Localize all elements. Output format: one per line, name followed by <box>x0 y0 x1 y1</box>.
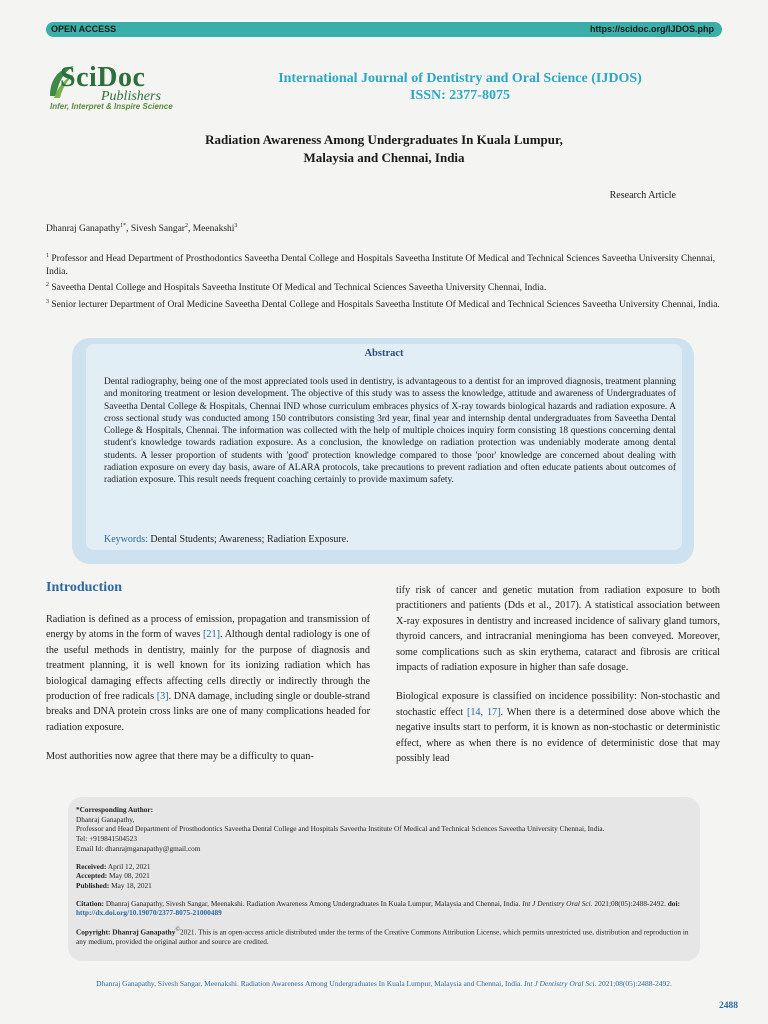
corr-label: *Corresponding Author: <box>76 805 154 814</box>
copyright-label: Copyright: <box>76 927 111 937</box>
affiliation-sup: 2 <box>46 282 49 289</box>
received-label: Received: <box>76 861 107 871</box>
logo-name: SciDoc <box>60 62 146 93</box>
author-name: Dhanraj Ganapathy <box>46 224 121 235</box>
publisher-logo <box>46 60 206 112</box>
text-run: Radiation is defined as a process of emission, propagation and transmission of energy by atoms in the form of waves <box>46 614 370 641</box>
affiliation-text: Senior lecturer Department of Oral Medicine Saveetha Dental College and Hospitals Saveetha Institute Of Medical and Technical Sciences Saveetha University Chennai, India. <box>51 299 720 310</box>
journal-header <box>250 70 670 104</box>
accepted-date: May 08, 2021 <box>109 871 150 881</box>
text-run: Biological exposure is classified on incidence possibility: Non-stochastic and stochastic effect <box>396 691 720 718</box>
keywords-text: Dental Students; Awareness; Radiation Exposure. <box>150 534 349 545</box>
paper-title-line-2: Malaysia and Chennai, India <box>303 150 465 165</box>
keywords <box>104 534 349 545</box>
footer-journal: Int J Dentistry Oral Sci. <box>524 979 597 988</box>
text-run: . DNA damage, including single or double-strand breaks and DNA protein cross links are one of many complications headed for radiation exposure. <box>46 691 370 733</box>
author-sup: 1* <box>120 223 127 229</box>
corr-position: Professor and Head Department of Prosthodontics Saveetha Dental College and Hospitals Saveetha Institute Of Medical and Technical Sciences Saveetha University Chennai, India. <box>76 824 605 834</box>
journal-url-link[interactable]: https://scidoc.org/IJDOS.php <box>589 24 714 34</box>
author-name: Sivesh Sangar <box>130 224 185 235</box>
correspondence-text <box>76 805 700 947</box>
footer-citation: Dhanraj Ganapathy, Sivesh Sangar, Meenakshi. Radiation Awareness Among Undergraduates In Kuala Lumpur, Malaysia and Chennai, India. <box>96 979 523 988</box>
affiliation-item <box>46 279 722 295</box>
citation-text: Dhanraj Ganapathy, Sivesh Sangar, Meenakshi. Radiation Awareness Among Undergraduates In Kuala Lumpur, Malaysia and Chennai, India. <box>105 898 521 908</box>
corr-name: Dhanraj Ganapathy, <box>76 814 135 824</box>
corr-tel: Tel: +919841504523 <box>76 834 137 844</box>
body-column-right <box>396 583 720 780</box>
intro-paragraph-1 <box>46 612 370 735</box>
doi-link[interactable]: http://dx.doi.org/10.19070/2377-8075-21000489 <box>76 908 222 918</box>
corr-email[interactable]: Email Id: dhanrajmganapathy@gmail.com <box>76 843 201 853</box>
affiliation-sup: 3 <box>46 298 49 305</box>
journal-name: International Journal of Dentistry and Oral Science (IJDOS) <box>278 71 642 86</box>
citation-journal: Int J Dentistry Oral Sci. <box>522 898 593 908</box>
page-footer <box>0 979 768 988</box>
text-run: . When there is a determined dose above which the negative insults start to perform, it is known as non-stochastic or deterministic effect, where as when there is no evidence of deterministic dose that may possibly lead <box>396 706 720 765</box>
doi-label: doi: <box>667 898 680 908</box>
intro-paragraph-2-start: Most authorities now agree that there may be a difficulty to quan- <box>46 751 314 763</box>
author-sup: 3 <box>234 223 238 229</box>
published-date: May 18, 2021 <box>111 880 152 890</box>
open-access-label: OPEN ACCESS <box>51 24 117 34</box>
author-name: Meenakshi <box>192 224 235 235</box>
introduction-heading: Introduction <box>46 580 122 595</box>
reference-link[interactable]: [21] <box>203 629 220 641</box>
page-number: 2488 <box>719 1001 738 1011</box>
affiliation-sup: 1 <box>46 253 49 259</box>
citation-volume: 2021;08(05):2488-2492. <box>594 898 666 908</box>
top-banner <box>46 22 722 37</box>
accepted-label: Accepted: <box>76 871 108 881</box>
citation-label: Citation: <box>76 898 104 908</box>
affiliation-item <box>46 250 722 278</box>
logo-sub: Publishers <box>101 89 161 104</box>
abstract-body: Dental radiography, being one of the most appreciated tools used in dentistry, is advantageous to a dentist for an improved diagnosis, treatment planning and monitoring treatment or lesion development. The objective of this study was to assess the knowledge, attitude and awareness of Undergraduates of Saveetha Dental College & Hospitals, Chennai IND whose curriculum embraces physics of X-ray towards biological hazards and radiation exposure. A cross sectional study was conducted among 150 contributors consisting 3rd year, final year and internship dental undergraduates from Saveetha Dental College & Hospitals, Chennai. The information was collected with the help of multiple choices inquiry form consisting 18 questions concerning dental student's knowledge towards radiation exposure. As a conclusion, the knowledge on radiation protection was undeniably moderate among dental students. A lesser proportion of students with 'good' protection knowledge compared to those 'poor' knowledge are concerned about dealing with radiation exposure on every day basis, aware of ALARA protocols, take precautions to prevent radiation and often educate patients about outcomes of radiation exposure. This result needs frequent coaching certainly to provide maximum safety. <box>104 377 676 486</box>
text-run: . Although dental radiology is one of the useful methods in dentistry, mainly for the purpose of diagnosis and treatment planning, it is well known for its ionizing radiation which has biological damaging effects affecting cells directly or indirectly through the production of free radicals <box>46 629 370 703</box>
journal-issn: ISSN: 2377-8075 <box>410 88 510 103</box>
reference-link[interactable]: [3] <box>156 691 169 703</box>
copyright-text: 2021. This is an open-access article distributed under the terms of the Creative Commons Attribution License, which permits unrestricted use, distribution and reproduction in any medium, provided the original author and source are credited. <box>76 927 689 947</box>
affiliation-text: Saveetha Dental College and Hospitals Saveetha Institute Of Medical and Technical Sciences Saveetha University Chennai, India. <box>51 283 547 294</box>
intro-paragraph-2-cont: tify risk of cancer and genetic mutation from radiation exposure to both practitioners and patients (Dds et al., 2017). A statistical association between X-ray exposures in dentistry and increased incidence of salivary gland tumors, thyroid cancers, and intracranial meningioma has been conveyed. Moreover, some complications such as skin erythema, cataract and fibrosis are critical impacts of radiation exposure in higher than safe dosage. <box>396 585 720 674</box>
received-date: April 12, 2021 <box>107 861 151 871</box>
affiliation-text: Professor and Head Department of Prosthodontics Saveetha Dental College and Hospitals Saveetha Institute Of Medical and Technical Sciences Saveetha University Chennai, India. <box>46 254 716 277</box>
logo-tagline: Infer, Interpret & Inspire Science <box>50 102 173 111</box>
article-type: Research Article <box>609 190 676 201</box>
published-label: Published: <box>76 880 110 890</box>
copyright-sup: © <box>175 927 180 934</box>
footer-volume: 2021;08(05):2488-2492. <box>598 979 672 988</box>
reference-link[interactable]: [14, 17] <box>466 706 501 718</box>
paper-title <box>120 131 648 167</box>
affiliation-item <box>46 296 722 312</box>
author-list: Dhanraj Ganapathy$^{1*}$, Sivesh Sangar$^2$, Meenakshi$^3$ <box>46 223 238 235</box>
intro-paragraph-3 <box>396 689 720 766</box>
paper-title-line-1: Radiation Awareness Among Undergraduates In Kuala Lumpur, <box>205 132 563 147</box>
author-sup: 2 <box>184 223 188 229</box>
body-column-left <box>46 612 370 779</box>
keywords-label: Keywords: <box>104 534 148 545</box>
copyright-name: Dhanraj Ganapathy <box>112 927 176 937</box>
affiliations <box>46 250 722 312</box>
abstract-heading: Abstract <box>364 348 404 359</box>
